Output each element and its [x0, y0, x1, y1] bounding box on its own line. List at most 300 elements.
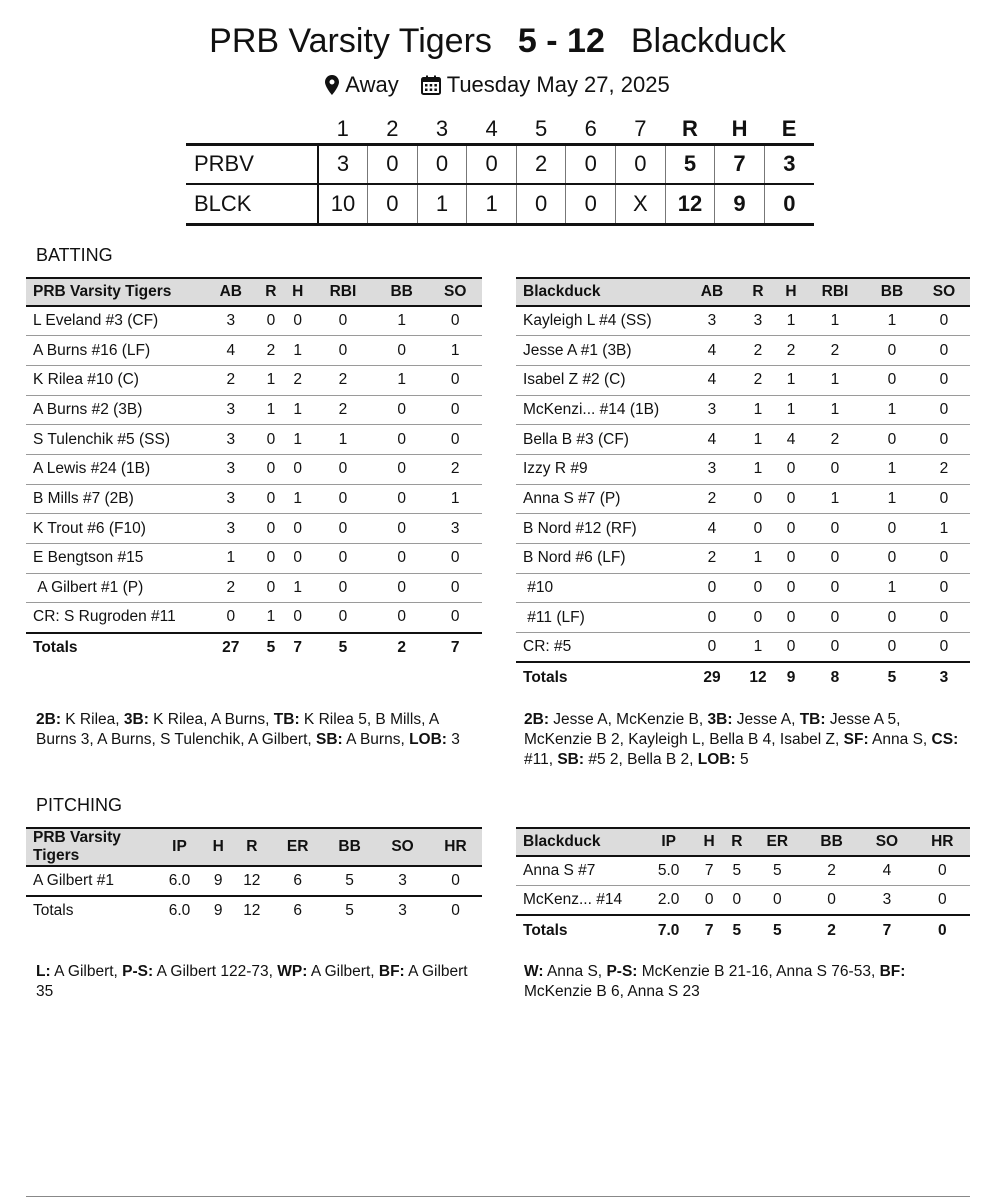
stat-cell: 5	[323, 866, 376, 896]
stat-cell: 0	[311, 484, 375, 514]
stat-cell: 2	[804, 856, 859, 886]
column-header: AB	[686, 278, 738, 306]
note-label: 3B:	[707, 711, 733, 728]
stat-cell: 0	[804, 886, 859, 916]
total-cell: 2	[827, 921, 836, 939]
stat-cell: 0	[918, 573, 970, 603]
game-date: Tuesday May 27, 2025	[446, 72, 670, 97]
total-cell: 29	[703, 668, 721, 686]
note-text: K Rilea 5, B Mills, A Burns 3, A Burns, S Tulenchik, A Gilbert,	[36, 711, 439, 748]
stat-cell: 0	[375, 336, 429, 366]
note-label: BF:	[378, 963, 405, 980]
total-cell: 5	[732, 921, 742, 939]
note-label: P-S:	[122, 963, 154, 980]
player-name: K Trout #6 (F10)	[26, 514, 204, 544]
total-runs: 5	[665, 144, 715, 184]
table-row	[26, 365, 482, 395]
stat-cell: 1	[866, 306, 918, 336]
note-text: Jesse A, McKenzie B,	[548, 711, 708, 728]
table-row	[26, 573, 482, 603]
table-row	[26, 306, 482, 336]
stat-cell: 3	[204, 454, 258, 484]
stat-cell: 0	[918, 633, 970, 663]
note-label: WP:	[277, 963, 308, 980]
stat-cell: 0	[804, 454, 866, 484]
player-name: B Mills #7 (2B)	[26, 484, 204, 514]
stat-cell: 1	[284, 336, 311, 366]
linescore-team: PRBV	[186, 144, 318, 184]
total-cell: 7	[293, 638, 302, 656]
stat-cell: 4	[686, 336, 738, 366]
stat-cell: 2	[428, 454, 482, 484]
team-header: Blackduck	[516, 278, 686, 306]
total-cell: 9	[786, 668, 796, 686]
stat-cell: 3	[859, 886, 914, 916]
stat-cell: 0	[375, 544, 429, 574]
stat-cell: 2.0	[642, 886, 695, 916]
note-label: SB:	[557, 751, 585, 768]
pitching-notes-away	[524, 962, 970, 1002]
stat-cell: 5	[751, 856, 804, 886]
stat-cell: 4	[778, 425, 804, 455]
stat-cell: 0	[918, 336, 970, 366]
stat-cell: 0	[778, 544, 804, 574]
stat-cell: 0	[284, 306, 311, 336]
stat-cell: 4	[204, 336, 258, 366]
stat-cell: 3	[738, 306, 778, 336]
stat-cell: 5.0	[642, 856, 695, 886]
note-text: A Gilbert 122-73,	[153, 963, 278, 980]
inning-score: X	[616, 184, 666, 224]
player-name: A Gilbert #1	[26, 866, 154, 896]
stat-cell: 2	[258, 336, 285, 366]
stat-cell: 0	[258, 454, 285, 484]
totals-row	[516, 915, 970, 945]
player-name: S Tulenchik #5 (SS)	[26, 425, 204, 455]
stat-cell: 3	[686, 454, 738, 484]
column-header: R	[723, 828, 751, 856]
table-row	[26, 866, 482, 896]
stat-cell: 1	[284, 573, 311, 603]
away-team-name: Blackduck	[630, 22, 786, 60]
inning-score: 0	[368, 144, 418, 184]
stat-cell: 0	[778, 603, 804, 633]
stat-cell: 0	[428, 395, 482, 425]
stat-cell: 2	[804, 425, 866, 455]
errors-header: E	[764, 116, 814, 144]
player-name: B Nord #6 (LF)	[516, 544, 686, 574]
stat-cell: 7	[695, 856, 723, 886]
total-hits: 9	[715, 184, 765, 224]
stat-cell: 0	[738, 514, 778, 544]
stat-cell: 0	[258, 484, 285, 514]
stat-cell: 1	[428, 484, 482, 514]
inning-score: 0	[616, 144, 666, 184]
linescore-team: BLCK	[186, 184, 318, 224]
player-name: Bella B #3 (CF)	[516, 425, 686, 455]
player-name: #11 (LF)	[516, 603, 686, 633]
player-name: Isabel Z #2 (C)	[516, 365, 686, 395]
stat-cell: 5	[723, 856, 751, 886]
column-header: IP	[642, 828, 695, 856]
table-header-row	[516, 278, 970, 306]
stat-cell: 3	[686, 306, 738, 336]
inning-header: 6	[566, 116, 616, 144]
column-header: R	[258, 278, 285, 306]
stat-cell: 0	[258, 425, 285, 455]
stat-cell: 1	[738, 395, 778, 425]
note-text: A Gilbert,	[307, 963, 379, 980]
player-name: Izzy R #9	[516, 454, 686, 484]
table-row	[516, 573, 970, 603]
note-text: A Gilbert,	[50, 963, 123, 980]
column-header: H	[695, 828, 723, 856]
total-cell: 5	[266, 638, 276, 656]
linescore-table	[186, 116, 814, 226]
stat-cell: 2	[686, 544, 738, 574]
stat-cell: 0	[686, 573, 738, 603]
note-text: 3	[446, 731, 460, 748]
note-text: #11,	[524, 751, 558, 768]
linescore-row-home	[186, 144, 814, 184]
stat-cell: 2	[311, 395, 375, 425]
stat-cell: 0	[751, 886, 804, 916]
stat-cell: 0	[258, 306, 285, 336]
column-header: SO	[376, 828, 429, 866]
stat-cell: 0	[918, 306, 970, 336]
total-hits: 7	[715, 144, 765, 184]
stat-cell: 4	[686, 514, 738, 544]
inning-header: 1	[318, 116, 368, 144]
stat-cell: 12	[231, 866, 272, 896]
inning-score: 0	[566, 184, 616, 224]
pitching-table-away	[516, 827, 970, 945]
column-header: BB	[804, 828, 859, 856]
stat-cell: 0	[311, 336, 375, 366]
stat-cell: 3	[686, 395, 738, 425]
inning-header: 2	[368, 116, 418, 144]
stat-cell: 1	[258, 395, 285, 425]
stat-cell: 4	[859, 856, 914, 886]
inning-score: 0	[516, 184, 566, 224]
total-cell: 9	[213, 902, 223, 920]
column-header: SO	[918, 278, 970, 306]
batting-section-title: BATTING	[36, 245, 113, 265]
stat-cell: 0	[311, 573, 375, 603]
hits-header: H	[715, 116, 765, 144]
inning-score: 1	[417, 184, 467, 224]
stat-cell: 0	[918, 395, 970, 425]
stat-cell: 0	[918, 544, 970, 574]
total-cell: 5	[338, 638, 348, 656]
stat-cell: 0	[428, 603, 482, 633]
note-text: Anna S,	[868, 731, 932, 748]
stat-cell: 0	[429, 866, 482, 896]
stat-cell: 1	[804, 306, 866, 336]
stat-cell: 1	[204, 544, 258, 574]
note-text: McKenzie B 21-16, Anna S 76-53,	[637, 963, 880, 980]
stat-cell: 2	[778, 336, 804, 366]
stat-cell: 1	[738, 633, 778, 663]
column-header: R	[231, 828, 272, 866]
pitching-notes-home	[36, 962, 482, 1002]
stat-cell: 0	[695, 886, 723, 916]
map-pin-icon	[325, 75, 339, 101]
table-row	[516, 514, 970, 544]
stat-cell: 1	[258, 603, 285, 633]
note-text: Jesse A,	[732, 711, 800, 728]
total-runs: 12	[665, 184, 715, 224]
team-header: PRB Varsity Tigers	[26, 828, 154, 866]
stat-cell: 1	[778, 395, 804, 425]
column-header: R	[738, 278, 778, 306]
stat-cell: 1	[804, 484, 866, 514]
total-cell: 7.0	[657, 921, 680, 939]
note-label: TB:	[799, 711, 826, 728]
totals-row	[26, 896, 482, 926]
stat-cell: 0	[375, 514, 429, 544]
total-cell: 6.0	[168, 902, 191, 920]
stat-cell: 0	[915, 856, 970, 886]
totals-row	[516, 662, 970, 692]
inning-header: 5	[516, 116, 566, 144]
stat-cell: 1	[804, 395, 866, 425]
total-cell: 7	[882, 921, 892, 939]
inning-score: 0	[566, 144, 616, 184]
total-cell: 12	[243, 902, 261, 920]
stat-cell: 0	[375, 425, 429, 455]
stat-cell: 1	[284, 395, 311, 425]
stat-cell: 0	[738, 484, 778, 514]
batting-table-home	[26, 277, 482, 662]
game-info	[0, 72, 995, 101]
stat-cell: 0	[778, 633, 804, 663]
stat-cell: 0	[778, 454, 804, 484]
table-row	[516, 336, 970, 366]
stat-cell: 3	[428, 514, 482, 544]
batting-notes-home	[36, 710, 482, 750]
note-label: LOB:	[697, 751, 736, 768]
stat-cell: 1	[866, 484, 918, 514]
stat-cell: 0	[866, 544, 918, 574]
stat-cell: 0	[258, 514, 285, 544]
stat-cell: 2	[204, 573, 258, 603]
player-name: McKenz... #14	[516, 886, 642, 916]
stat-cell: 0	[738, 573, 778, 603]
table-row	[26, 514, 482, 544]
home-team-name: PRB Varsity Tigers	[209, 22, 492, 60]
stat-cell: 1	[284, 484, 311, 514]
stat-cell: 0	[866, 425, 918, 455]
footer-divider	[26, 1196, 970, 1197]
table-row	[26, 603, 482, 633]
column-header: H	[284, 278, 311, 306]
stat-cell: 0	[918, 603, 970, 633]
stat-cell: 4	[686, 365, 738, 395]
column-header: HR	[915, 828, 970, 856]
stat-cell: 0	[311, 514, 375, 544]
total-cell: 3	[939, 668, 949, 686]
table-row	[26, 544, 482, 574]
stat-cell: 0	[686, 603, 738, 633]
player-name: Anna S #7 (P)	[516, 484, 686, 514]
note-label: W:	[524, 963, 544, 980]
stat-cell: 3	[204, 484, 258, 514]
column-header: SO	[428, 278, 482, 306]
stat-cell: 0	[284, 454, 311, 484]
stat-cell: 0	[866, 603, 918, 633]
total-cell: 3	[398, 902, 407, 920]
stat-cell: 0	[204, 603, 258, 633]
stat-cell: 2	[918, 454, 970, 484]
stat-cell: 0	[804, 573, 866, 603]
stat-cell: 0	[778, 484, 804, 514]
note-text: McKenzie B 6, Anna S 23	[524, 983, 700, 1000]
stat-cell: 2	[284, 365, 311, 395]
table-row	[516, 395, 970, 425]
stat-cell: 0	[258, 544, 285, 574]
stat-cell: 0	[866, 514, 918, 544]
stat-cell: 0	[284, 514, 311, 544]
player-name: A Gilbert #1 (P)	[26, 573, 204, 603]
stat-cell: 3	[376, 866, 429, 896]
column-header: H	[778, 278, 804, 306]
stat-cell: 0	[866, 633, 918, 663]
total-cell: 5	[772, 921, 782, 939]
inning-header: 4	[467, 116, 517, 144]
stat-cell: 0	[428, 425, 482, 455]
note-label: 2B:	[36, 711, 61, 728]
column-header: HR	[429, 828, 482, 866]
total-cell: 7	[704, 921, 714, 939]
team-header: PRB Varsity Tigers	[26, 278, 204, 306]
stat-cell: 0	[311, 306, 375, 336]
table-row	[516, 544, 970, 574]
stat-cell: 1	[258, 365, 285, 395]
stat-cell: 0	[311, 603, 375, 633]
player-name: E Bengtson #15	[26, 544, 204, 574]
column-header: ER	[751, 828, 804, 856]
game-title	[0, 22, 995, 61]
note-text: 5	[735, 751, 749, 768]
table-row	[26, 454, 482, 484]
stat-cell: 2	[804, 336, 866, 366]
total-cell: 2	[397, 638, 406, 656]
player-name: A Burns #2 (3B)	[26, 395, 204, 425]
table-row	[516, 484, 970, 514]
total-cell: 6	[293, 902, 302, 920]
stat-cell: 6	[272, 866, 323, 896]
totals-label: Totals	[523, 668, 568, 686]
stat-cell: 0	[375, 395, 429, 425]
stat-cell: 0	[375, 603, 429, 633]
inning-score: 3	[318, 144, 368, 184]
total-cell: 27	[222, 638, 240, 656]
note-text: Jesse A 5, McKenzie B 2, Kayleigh L, Bella B 4, Isabel Z,	[524, 711, 901, 748]
stat-cell: 1	[866, 395, 918, 425]
stat-cell: 0	[918, 484, 970, 514]
player-name: L Eveland #3 (CF)	[26, 306, 204, 336]
player-name: Kayleigh L #4 (SS)	[516, 306, 686, 336]
column-header: RBI	[804, 278, 866, 306]
stat-cell: 0	[375, 454, 429, 484]
note-text: A Gilbert 35	[36, 963, 468, 1000]
stat-cell: 1	[284, 425, 311, 455]
totals-label: Totals	[33, 902, 74, 920]
stat-cell: 6.0	[154, 866, 205, 896]
stat-cell: 1	[311, 425, 375, 455]
totals-label: Totals	[33, 638, 78, 656]
table-header-row	[26, 828, 482, 866]
stat-cell: 1	[738, 544, 778, 574]
table-row	[516, 633, 970, 663]
total-cell: 5	[345, 902, 354, 920]
note-label: BF:	[879, 963, 906, 980]
total-cell: 0	[937, 921, 947, 939]
note-text: #5 2, Bella B 2,	[584, 751, 698, 768]
pitching-table-home	[26, 827, 482, 925]
stat-cell: 1	[866, 573, 918, 603]
inning-score: 2	[516, 144, 566, 184]
column-header: SO	[859, 828, 914, 856]
player-name: Jesse A #1 (3B)	[516, 336, 686, 366]
note-label: TB:	[273, 711, 300, 728]
stat-cell: 0	[778, 573, 804, 603]
player-name: A Burns #16 (LF)	[26, 336, 204, 366]
table-row	[516, 856, 970, 886]
stat-cell: 0	[686, 633, 738, 663]
table-row	[26, 425, 482, 455]
note-text: A Burns,	[342, 731, 410, 748]
linescore-row-away	[186, 184, 814, 224]
stat-cell: 0	[918, 425, 970, 455]
stat-cell: 3	[204, 425, 258, 455]
stat-cell: 1	[866, 454, 918, 484]
stat-cell: 0	[804, 514, 866, 544]
stat-cell: 0	[778, 514, 804, 544]
player-name: K Rilea #10 (C)	[26, 365, 204, 395]
column-header: AB	[204, 278, 258, 306]
table-header-row	[26, 278, 482, 306]
column-header: ER	[272, 828, 323, 866]
totals-row	[26, 633, 482, 663]
player-name: CR: S Rugroden #11	[26, 603, 204, 633]
inning-score: 0	[417, 144, 467, 184]
stat-cell: 0	[375, 484, 429, 514]
stat-cell: 1	[778, 306, 804, 336]
stat-cell: 0	[428, 544, 482, 574]
inning-header: 3	[417, 116, 467, 144]
stat-cell: 0	[428, 306, 482, 336]
note-label: 3B:	[123, 711, 149, 728]
stat-cell: 0	[866, 365, 918, 395]
stat-cell: 0	[804, 633, 866, 663]
table-row	[26, 484, 482, 514]
stat-cell: 0	[284, 544, 311, 574]
table-row	[516, 886, 970, 916]
total-cell: 7	[450, 638, 460, 656]
stat-cell: 0	[804, 603, 866, 633]
stat-cell: 2	[204, 365, 258, 395]
stat-cell: 0	[258, 573, 285, 603]
table-header-row	[516, 828, 970, 856]
note-label: SB:	[316, 731, 343, 748]
total-errors: 3	[764, 144, 814, 184]
inning-score: 10	[318, 184, 368, 224]
column-header: BB	[323, 828, 376, 866]
note-label: SF:	[843, 731, 869, 748]
stat-cell: 0	[723, 886, 751, 916]
